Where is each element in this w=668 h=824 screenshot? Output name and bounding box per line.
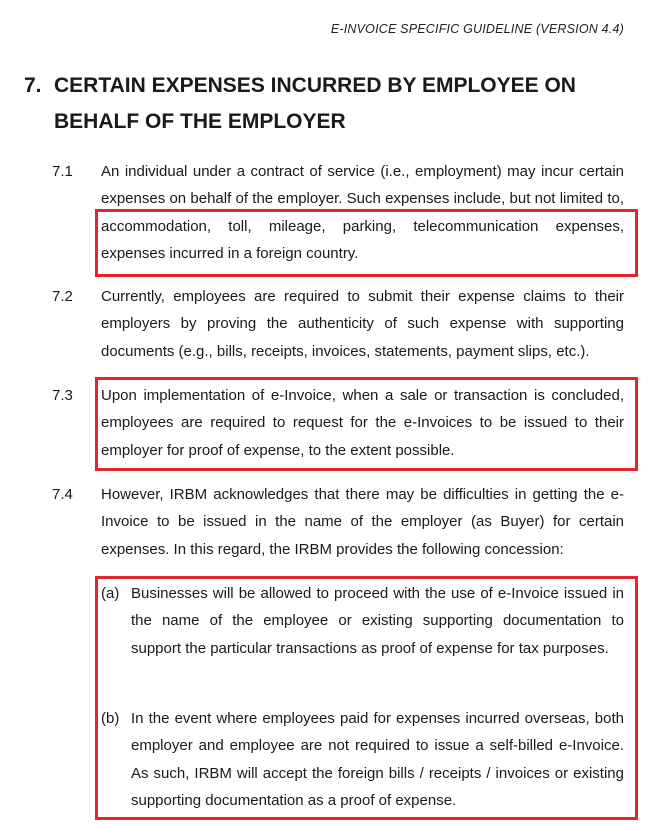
sub-item-label: (a) bbox=[101, 585, 120, 602]
running-header: E-INVOICE SPECIFIC GUIDELINE (VERSION 4.4) bbox=[330, 22, 624, 36]
sub-item-text: Businesses will be allowed to proceed with the use of e-Invoice issued in the name of the employee or existing supporting documentation to support the particular transactions as proof of expense for tax purposes. bbox=[131, 585, 624, 657]
paragraph-number: 7.1 bbox=[52, 163, 73, 180]
section-title: CERTAIN EXPENSES INCURRED BY EMPLOYEE ON BEHALF OF THE EMPLOYER bbox=[54, 74, 576, 133]
section-number: 7. bbox=[24, 74, 42, 97]
sub-item-text: In the event where employees paid for expenses incurred overseas, both employer and employee are not required to issue a self-billed e-Invoice. As such, IRBM will accept the foreign bills / receipts / invoices or existing supporting documentation as a proof of expense. bbox=[131, 710, 624, 810]
highlight-box-7-3 bbox=[95, 377, 638, 471]
paragraph-number: 7.2 bbox=[52, 288, 73, 305]
paragraph-number: 7.3 bbox=[52, 387, 73, 404]
paragraph-7-4 bbox=[52, 481, 624, 563]
paragraph-text: However, IRBM acknowledges that there may be difficulties in getting the e-Invoice to be issued in the name of the employer (as Buyer) for certain expenses. In this regard, the IRBM provides the following concession: bbox=[101, 486, 624, 558]
highlight-box-concessions bbox=[95, 576, 638, 820]
sub-item-label: (b) bbox=[101, 710, 120, 727]
paragraph-7-2 bbox=[52, 283, 624, 365]
paragraph-text: An individual under a contract of service (i.e., employment) may incur certain expenses on behalf of the employer. Such expenses include, but not limited to, accommodation, toll, mileage, parking, telecommunication expenses, expenses incurred in a foreign country. bbox=[101, 163, 624, 262]
paragraph-text: Upon implementation of e-Invoice, when a sale or transaction is concluded, employees are required to request for the e-Invoices to be issued to their employer for proof of expense, to the extent possible. bbox=[101, 387, 624, 459]
paragraph-number: 7.4 bbox=[52, 486, 73, 503]
paragraph-text: Currently, employees are required to submit their expense claims to their employers by proving the authenticity of such expense with supporting documents (e.g., bills, receipts, invoices, statements, payment slips, etc.). bbox=[101, 288, 624, 360]
section-heading bbox=[24, 68, 634, 140]
highlight-box-7-1 bbox=[95, 209, 638, 277]
